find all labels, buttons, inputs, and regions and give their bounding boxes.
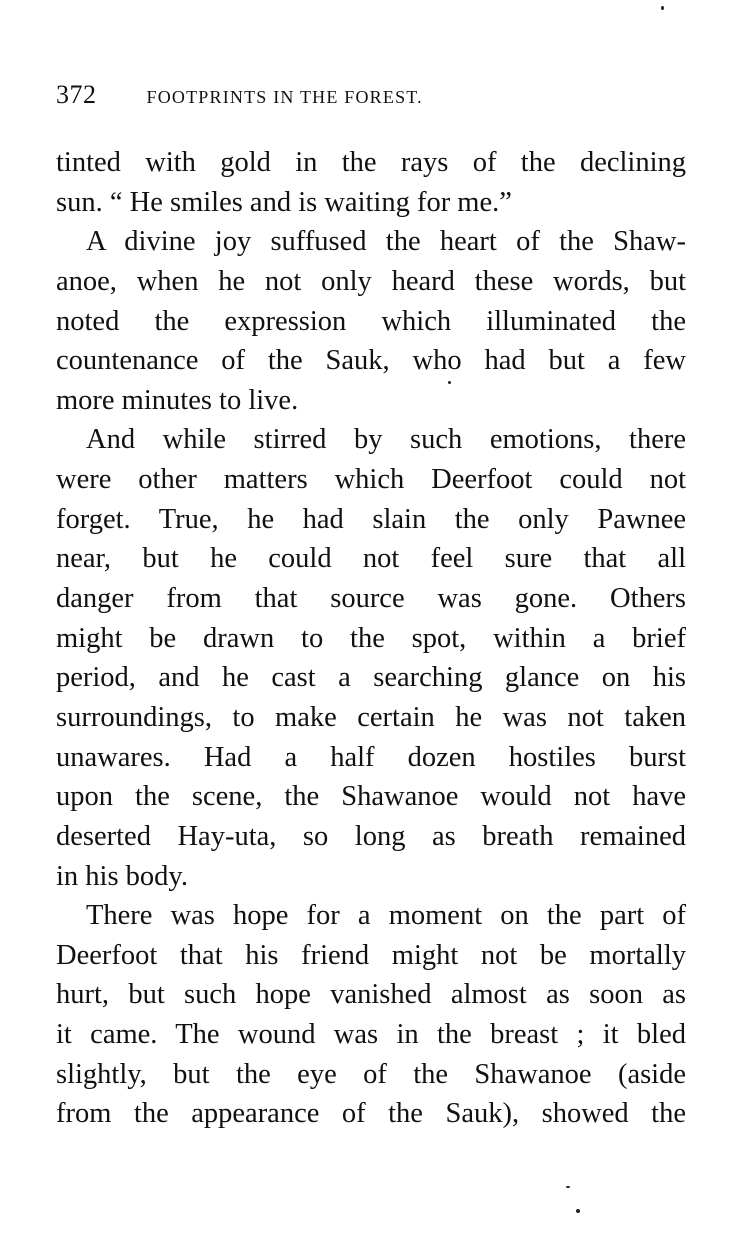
- text-line: from the appearance of the Sauk), showed the: [56, 1098, 686, 1130]
- paragraph-start-line: And while stirred by such emotions, there: [86, 424, 686, 456]
- text-line: were other matters which Deerfoot could not: [56, 464, 686, 496]
- scan-speck: [576, 1209, 580, 1213]
- text-line: forget. True, he had slain the only Pawnee: [56, 503, 686, 535]
- paragraph-start-line: There was hope for a moment on the part of: [86, 900, 686, 932]
- text-line: more minutes to live.: [56, 384, 299, 416]
- text-line: deserted Hay-uta, so long as breath remained: [56, 820, 686, 852]
- text-line: hurt, but such hope vanished almost as soon as: [56, 979, 686, 1011]
- text-line: period, and he cast a searching glance on his: [56, 662, 686, 694]
- paragraph-start-line: A divine joy suffused the heart of the Shaw-: [86, 226, 686, 258]
- scan-speck: [566, 1186, 570, 1188]
- text-line: danger from that source was gone. Others: [56, 583, 686, 615]
- text-line: slightly, but the eye of the Shawanoe (aside: [56, 1058, 686, 1090]
- text-line: anoe, when he not only heard these words, but: [56, 265, 686, 297]
- text-line: noted the expression which illuminated the: [56, 305, 686, 337]
- scan-speck: [661, 6, 664, 10]
- text-line: unawares. Had a half dozen hostiles burst: [56, 741, 686, 773]
- text-line: countenance of the Sauk, who had but a few: [56, 345, 686, 377]
- running-title: FOOTPRINTS IN THE FOREST.: [146, 87, 423, 107]
- body-text: [56, 143, 686, 1134]
- text-line: might be drawn to the spot, within a brief: [56, 622, 686, 654]
- text-line: upon the scene, the Shawanoe would not have: [56, 781, 686, 813]
- page-header: [56, 80, 686, 114]
- text-line: surroundings, to make certain he was not taken: [56, 701, 686, 733]
- text-line: tinted with gold in the rays of the declining: [56, 147, 686, 178]
- text-line: near, but he could not feel sure that all: [56, 543, 686, 575]
- text-line: Deerfoot that his friend might not be mortally: [56, 939, 686, 971]
- text-line: in his body.: [56, 860, 188, 892]
- scan-speck: [448, 381, 451, 384]
- page-number: 372: [56, 80, 97, 109]
- text-line: it came. The wound was in the breast ; it bled: [56, 1019, 686, 1051]
- text-line: sun. “ He smiles and is waiting for me.”: [56, 186, 512, 218]
